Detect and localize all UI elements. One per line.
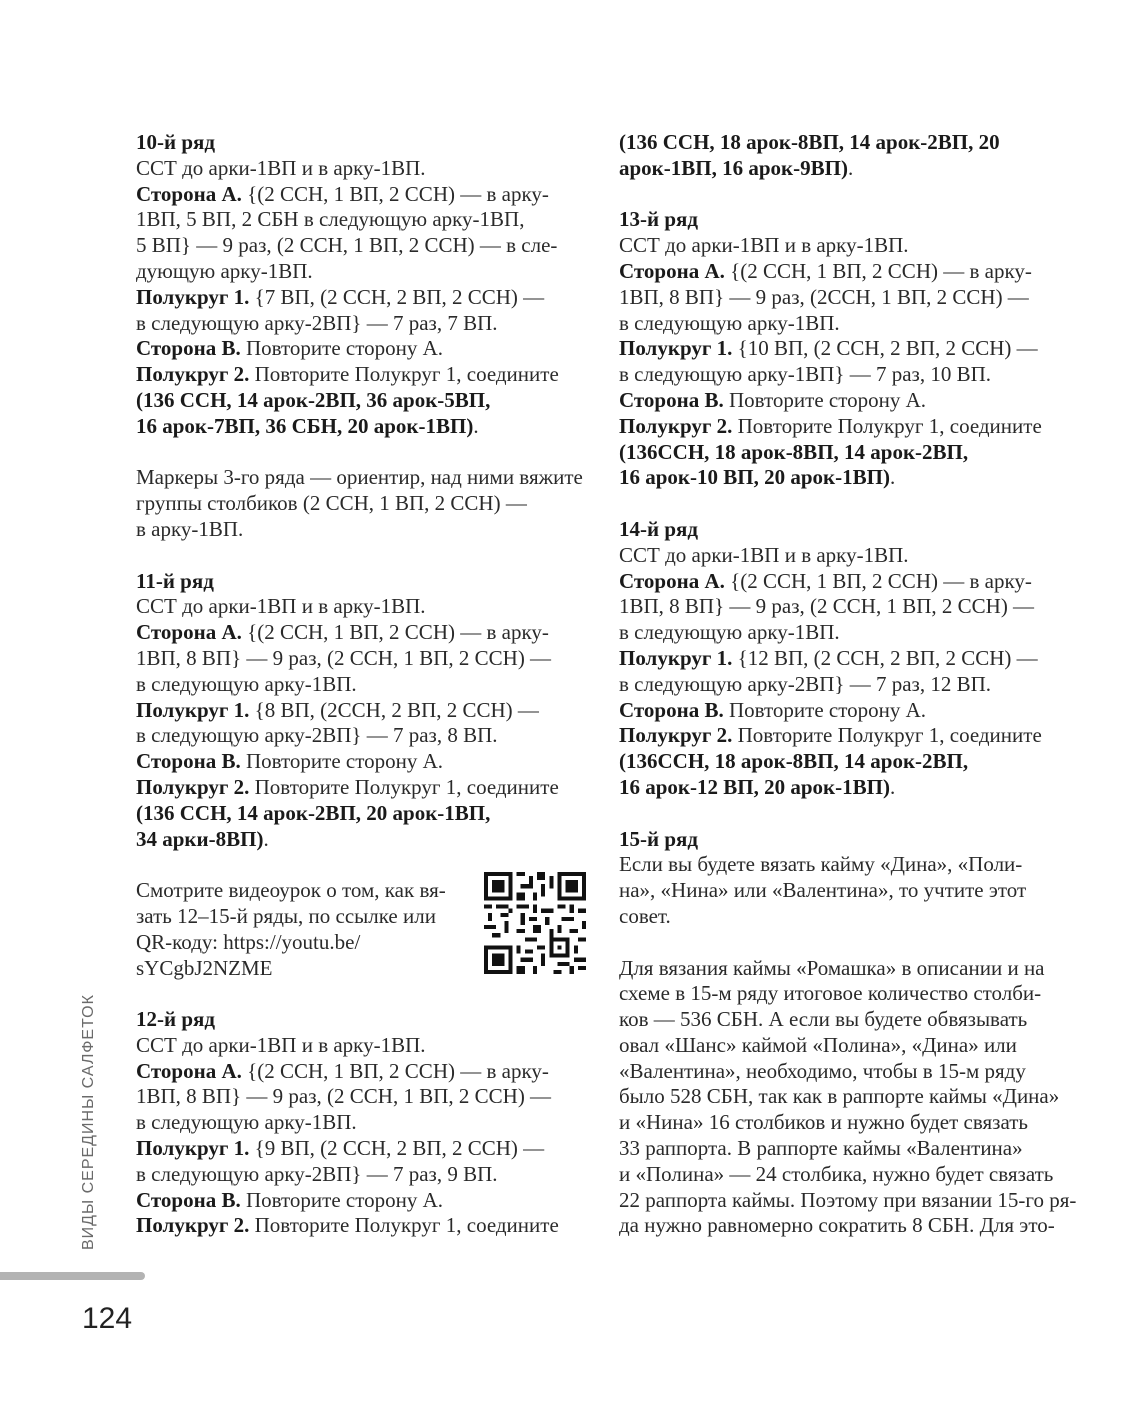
text-line <box>136 414 586 440</box>
row-12-section <box>136 1007 586 1239</box>
text-line: ССТ до арки-1ВП и в арку-1ВП. <box>619 233 909 258</box>
text-line: Маркеры 3-го ряда — ориентир, над ними вяжите <box>136 465 583 490</box>
page-number: 124 <box>82 1302 133 1335</box>
text-line: «Валентина», необходимо, чтобы в 15-м ряду <box>619 1058 1026 1083</box>
text-line <box>136 827 586 853</box>
video-link[interactable]: QR-коду: https://youtu.be/ <box>136 929 361 954</box>
text-line: в следующую арку-2ВП} — 7 раз, 7 ВП. <box>136 310 498 335</box>
text-fragment: {8 ВП, (2ССН, 2 ВП, 2 ССН) — <box>249 697 539 722</box>
side-b-label: Сторона В. <box>619 697 724 722</box>
text-line <box>136 362 586 388</box>
text-line: на», «Нина» или «Валентина», то учтите этот <box>619 878 1027 903</box>
text-line: в следующую арку-1ВП. <box>619 310 840 335</box>
border-paragraph <box>619 955 1077 1240</box>
right-column <box>619 130 1077 1265</box>
semicircle-2-label: Полукруг 2. <box>136 1213 250 1238</box>
semicircle-1-label: Полукруг 1. <box>136 284 250 309</box>
text-line: и «Нина» 16 столбиков и нужно будет связать <box>619 1110 1028 1135</box>
text-line: да нужно равномерно сократить 8 СБН. Для это- <box>619 1213 1055 1238</box>
text-line: в следующую арку-2ВП} — 7 раз, 8 ВП. <box>136 723 498 748</box>
side-b-label: Сторона В. <box>136 336 241 361</box>
side-a-label: Сторона А. <box>136 181 242 206</box>
text-fragment: {(2 ССН, 1 ВП, 2 ССН) — в арку- <box>241 620 549 645</box>
text-fragment: Повторите Полукруг 1, соедините <box>249 1213 559 1238</box>
text-fragment: . <box>889 465 896 490</box>
row-total: (136 ССН, 18 арок-8ВП, 14 арок-2ВП, 20 <box>619 130 1000 154</box>
side-a-label: Сторона А. <box>136 620 242 645</box>
chapter-side-bar <box>0 1272 145 1280</box>
row-13-section <box>619 207 1064 491</box>
text-fragment: {12 ВП, (2 ССН, 2 ВП, 2 ССН) — <box>732 645 1038 670</box>
text-line <box>136 1213 586 1239</box>
side-a-label: Сторона А. <box>619 258 725 283</box>
text-line: группы столбиков (2 ССН, 1 ВП, 2 ССН) — <box>136 491 527 516</box>
side-a-label: Сторона А. <box>136 1058 242 1083</box>
row-10-section <box>136 130 586 440</box>
row-total: (136ССН, 18 арок-8ВП, 14 арок-2ВП, <box>619 749 969 774</box>
text-line <box>619 569 1064 595</box>
text-fragment: . <box>847 155 854 180</box>
semicircle-1-label: Полукруг 1. <box>619 645 733 670</box>
text-line: Для вязания каймы «Ромашка» в описании и на <box>619 955 1045 980</box>
text-fragment: Повторите сторону А. <box>240 1187 444 1212</box>
semicircle-1-label: Полукруг 1. <box>136 697 250 722</box>
text-fragment: {(2 ССН, 1 ВП, 2 ССН) — в арку- <box>241 181 549 206</box>
video-link[interactable]: sYCgbJ2NZME <box>136 955 273 980</box>
row-total: 34 арки-8ВП) <box>136 826 264 851</box>
text-line <box>619 465 1064 491</box>
text-line: 33 раппорта. В раппорте каймы «Валентина» <box>619 1136 1023 1161</box>
text-line: 1ВП, 5 ВП, 2 СБН в следующую арку-1ВП, <box>136 207 525 232</box>
marker-note <box>136 465 586 542</box>
text-line: зать 12–15-й ряды, по ссылке или <box>136 903 436 928</box>
semicircle-2-label: Полукруг 2. <box>619 413 733 438</box>
row-total: 16 арок-10 ВП, 20 арок-1ВП) <box>619 465 890 490</box>
row-11-section <box>136 569 586 853</box>
text-line: было 528 СБН, так как в раппорте каймы «Дина» <box>619 1084 1060 1109</box>
qr-code-icon[interactable] <box>484 872 586 974</box>
text-line: в следующую арку-1ВП. <box>136 671 357 696</box>
text-line <box>136 1188 586 1214</box>
side-b-label: Сторона В. <box>136 749 241 774</box>
text-line <box>619 414 1064 440</box>
text-fragment: Повторите сторону А. <box>723 697 927 722</box>
text-line <box>136 698 586 724</box>
text-line <box>619 336 1064 362</box>
row-total: 16 арок-7ВП, 36 СБН, 20 арок-1ВП) <box>136 413 474 438</box>
row-10-heading: 10-й ряд <box>136 130 216 154</box>
text-line: в следующую арку-1ВП} — 7 раз, 10 ВП. <box>619 362 992 387</box>
text-fragment: Повторите Полукруг 1, соедините <box>249 362 559 387</box>
semicircle-1-label: Полукруг 1. <box>136 1136 250 1161</box>
video-note <box>136 878 476 981</box>
text-fragment: . <box>473 413 479 438</box>
text-fragment: {10 ВП, (2 ССН, 2 ВП, 2 ССН) — <box>732 336 1038 361</box>
semicircle-1-label: Полукруг 1. <box>619 336 733 361</box>
text-fragment: {9 ВП, (2 ССН, 2 ВП, 2 ССН) — <box>249 1136 545 1161</box>
side-b-label: Сторона В. <box>136 1187 241 1212</box>
text-fragment: Повторите Полукруг 1, соедините <box>732 413 1042 438</box>
text-line: 5 ВП} — 9 раз, (2 ССН, 1 ВП, 2 ССН) — в сле- <box>136 233 558 258</box>
text-line: ков — 536 СБН. А если вы будете обвязывать <box>619 1007 1028 1032</box>
text-line <box>619 723 1064 749</box>
text-line <box>619 388 1064 414</box>
text-line <box>136 336 586 362</box>
text-line: в следующую арку-2ВП} — 7 раз, 9 ВП. <box>136 1161 498 1186</box>
text-fragment: Повторите Полукруг 1, соедините <box>249 774 559 799</box>
text-line: 1ВП, 8 ВП} — 9 раз, (2 ССН, 1 ВП, 2 ССН) — <box>136 1084 552 1109</box>
semicircle-2-label: Полукруг 2. <box>136 774 250 799</box>
text-line: в арку-1ВП. <box>136 516 244 541</box>
text-fragment: . <box>263 826 269 851</box>
text-line: ССТ до арки-1ВП и в арку-1ВП. <box>136 1032 426 1057</box>
text-line: и «Полина» — 24 столбика, нужно будет связать <box>619 1161 1054 1186</box>
text-line: ССТ до арки-1ВП и в арку-1ВП. <box>136 155 426 180</box>
row-15-heading: 15-й ряд <box>619 826 699 851</box>
left-column <box>136 130 586 1265</box>
text-line: в следующую арку-1ВП. <box>619 620 840 645</box>
row-total: (136 ССН, 14 арок-2ВП, 20 арок-1ВП, <box>136 800 491 825</box>
side-a-label: Сторона А. <box>619 568 725 593</box>
text-fragment: {(2 ССН, 1 ВП, 2 ССН) — в арку- <box>724 568 1032 593</box>
text-line: Смотрите видеоурок о том, как вя- <box>136 878 446 903</box>
text-line <box>136 775 586 801</box>
text-line <box>619 698 1064 724</box>
text-line: овал «Шанс» каймой «Полина», «Дина» или <box>619 1032 1017 1057</box>
text-line <box>136 285 586 311</box>
text-fragment: {(2 ССН, 1 ВП, 2 ССН) — в арку- <box>241 1058 549 1083</box>
semicircle-2-label: Полукруг 2. <box>136 362 250 387</box>
semicircle-2-label: Полукруг 2. <box>619 723 733 748</box>
text-fragment: Повторите сторону А. <box>240 749 444 774</box>
row-12-continuation <box>619 130 1064 182</box>
text-line <box>619 646 1064 672</box>
text-fragment: Повторите сторону А. <box>240 336 444 361</box>
text-fragment: . <box>889 774 896 799</box>
text-line <box>136 749 586 775</box>
text-line: 22 раппорта каймы. Поэтому при вязании 15-го ря- <box>619 1187 1077 1212</box>
text-line: схеме в 15-м ряду итоговое количество столби- <box>619 981 1042 1006</box>
row-total: арок-1ВП, 16 арок-9ВП) <box>619 155 848 180</box>
text-line <box>136 182 586 208</box>
text-line: в следующую арку-1ВП. <box>136 1110 357 1135</box>
text-line <box>619 775 1064 801</box>
text-fragment: {7 ВП, (2 ССН, 2 ВП, 2 ССН) — <box>249 284 545 309</box>
text-fragment: Повторите Полукруг 1, соедините <box>732 723 1042 748</box>
row-total: (136 ССН, 14 арок-2ВП, 36 арок-5ВП, <box>136 387 491 412</box>
text-line: 1ВП, 8 ВП} — 9 раз, (2 ССН, 1 ВП, 2 ССН) — <box>136 645 552 670</box>
row-14-section <box>619 517 1064 801</box>
text-line <box>136 620 586 646</box>
text-line <box>136 1059 586 1085</box>
row-11-heading: 11-й ряд <box>136 568 214 593</box>
row-total: (136ССН, 18 арок-8ВП, 14 арок-2ВП, <box>619 439 969 464</box>
text-line <box>136 1136 586 1162</box>
row-15-section <box>619 827 1064 930</box>
text-line: ССТ до арки-1ВП и в арку-1ВП. <box>136 594 426 619</box>
row-14-heading: 14-й ряд <box>619 516 699 541</box>
text-line: ССТ до арки-1ВП и в арку-1ВП. <box>619 542 909 567</box>
text-line: Если вы будете вязать кайму «Дина», «Поли- <box>619 852 1023 877</box>
text-line: 1ВП, 8 ВП} — 9 раз, (2ССН, 1 ВП, 2 ССН) — <box>619 284 1029 309</box>
row-12-heading: 12-й ряд <box>136 1007 216 1032</box>
side-b-label: Сторона В. <box>619 387 724 412</box>
row-13-heading: 13-й ряд <box>619 207 699 232</box>
text-fragment: {(2 ССН, 1 ВП, 2 ССН) — в арку- <box>724 258 1032 283</box>
row-total: 16 арок-12 ВП, 20 арок-1ВП) <box>619 774 890 799</box>
text-fragment: Повторите сторону А. <box>723 387 927 412</box>
text-line <box>619 259 1064 285</box>
text-line: дующую арку-1ВП. <box>136 258 313 283</box>
text-line: в следующую арку-2ВП} — 7 раз, 12 ВП. <box>619 671 992 696</box>
chapter-side-label: ВИДЫ СЕРЕДИНЫ САЛФЕТОК <box>80 994 97 1250</box>
text-line: 1ВП, 8 ВП} — 9 раз, (2 ССН, 1 ВП, 2 ССН) — <box>619 594 1035 619</box>
text-line <box>619 156 1064 182</box>
text-line: совет. <box>619 903 671 928</box>
